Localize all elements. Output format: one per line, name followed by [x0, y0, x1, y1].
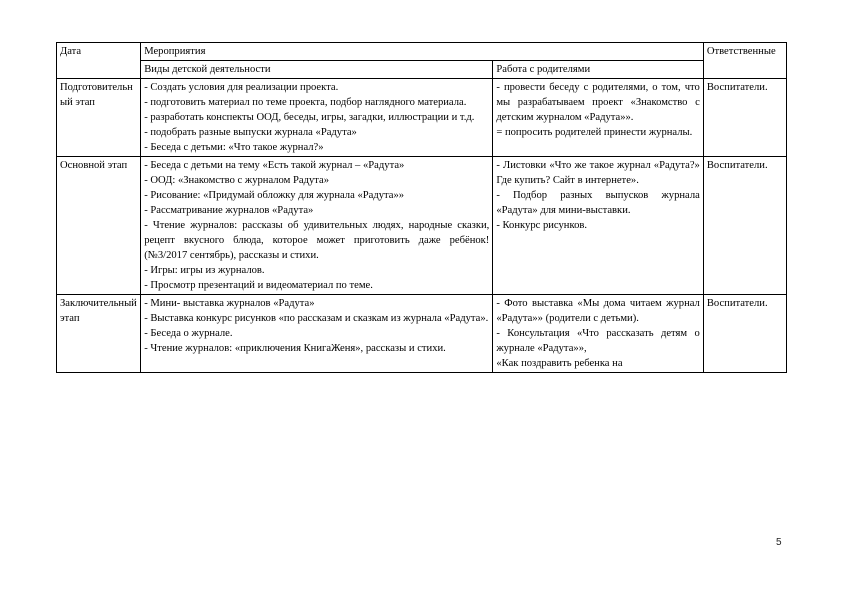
cell-paragraph: - разработать конспекты ООД, беседы, игры, загадки, иллюстрации и т.д.	[144, 112, 475, 123]
responsible-cell: Воспитатели.	[703, 157, 786, 295]
cell-paragraph: - ООД: «Знакомство с журналом Радута»	[144, 175, 330, 186]
cell-paragraph: «Как поздравить ребенка на	[496, 358, 623, 369]
header-date: Дата	[57, 43, 141, 79]
cell-paragraph: - Рисование: «Придумай обложку для журнала «Радута»»	[144, 190, 405, 201]
cell-paragraph: - Просмотр презентаций и видеоматериал по теме.	[144, 280, 373, 291]
cell-paragraph: - Чтение журналов: «приключения КнигаЖеня», рассказы и стихи.	[144, 343, 446, 354]
parents-work-cell	[493, 79, 703, 157]
project-plan-table	[56, 42, 787, 373]
stage-cell: Основной этап	[57, 157, 141, 295]
cell-paragraph: - Листовки «Что же такое журнал «Радута?» Где купить? Сайт в интернете».	[496, 160, 700, 186]
cell-paragraph: - провести беседу с родителями, о том, что мы разрабатываем проект «Знакомство с детским журналом «Радута»».	[496, 82, 700, 123]
cell-paragraph: - Фото выставка «Мы дома читаем журнал «Радута»» (родители с детьми).	[496, 298, 700, 324]
stage-cell: Заключительный этап	[57, 295, 141, 373]
kids-activity-cell	[141, 157, 493, 295]
page-number: 5	[776, 537, 782, 548]
stage-cell: Подготовительный этап	[57, 79, 141, 157]
cell-paragraph: - Подбор разных выпусков журнала «Радута» для мини-выставки.	[496, 190, 700, 216]
responsible-cell: Воспитатели.	[703, 295, 786, 373]
cell-paragraph: - Выставка конкурс рисунков «по рассказам и сказкам из журнала «Радута».	[144, 313, 489, 324]
cell-paragraph: - Мини- выставка журналов «Радута»	[144, 298, 315, 309]
kids-activity-cell	[141, 79, 493, 157]
cell-paragraph: - Беседа о журнале.	[144, 328, 233, 339]
cell-paragraph: - Создать условия для реализации проекта.	[144, 82, 339, 93]
header-responsible: Ответственные	[703, 43, 786, 79]
table-header-row	[57, 43, 787, 61]
table-row	[57, 157, 787, 295]
cell-paragraph: - Консультация «Что рассказать детям о журнале «Радута»»,	[496, 328, 700, 354]
header-events: Мероприятия	[141, 43, 704, 61]
responsible-cell: Воспитатели.	[703, 79, 786, 157]
header-kids-activity: Виды детской деятельности	[141, 61, 493, 79]
cell-paragraph: - подготовить материал по теме проекта, подбор наглядного материала.	[144, 97, 467, 108]
cell-paragraph: - Беседа с детьми: «Что такое журнал?»	[144, 142, 324, 153]
kids-activity-cell	[141, 295, 493, 373]
cell-paragraph: - Конкурс рисунков.	[496, 220, 588, 231]
header-parents-work: Работа с родителями	[493, 61, 703, 79]
cell-paragraph: = попросить родителей принести журналы.	[496, 127, 693, 138]
table-subheader-row	[57, 61, 787, 79]
cell-paragraph: - Чтение журналов: рассказы об удивительных людях, народные сказки, рецепт вкусного блюда, которое может приготовить даже ребёнок! (№3/2017 сентябрь), рассказы и стихи.	[144, 220, 490, 261]
table-row	[57, 79, 787, 157]
cell-paragraph: - Рассматривание журналов «Радута»	[144, 205, 314, 216]
cell-paragraph: - подобрать разные выпуски журнала «Радута»	[144, 127, 357, 138]
cell-paragraph: - Беседа с детьми на тему «Есть такой журнал – «Радута»	[144, 160, 405, 171]
cell-paragraph: - Игры: игры из журналов.	[144, 265, 265, 276]
parents-work-cell	[493, 157, 703, 295]
table-row	[57, 295, 787, 373]
parents-work-cell	[493, 295, 703, 373]
